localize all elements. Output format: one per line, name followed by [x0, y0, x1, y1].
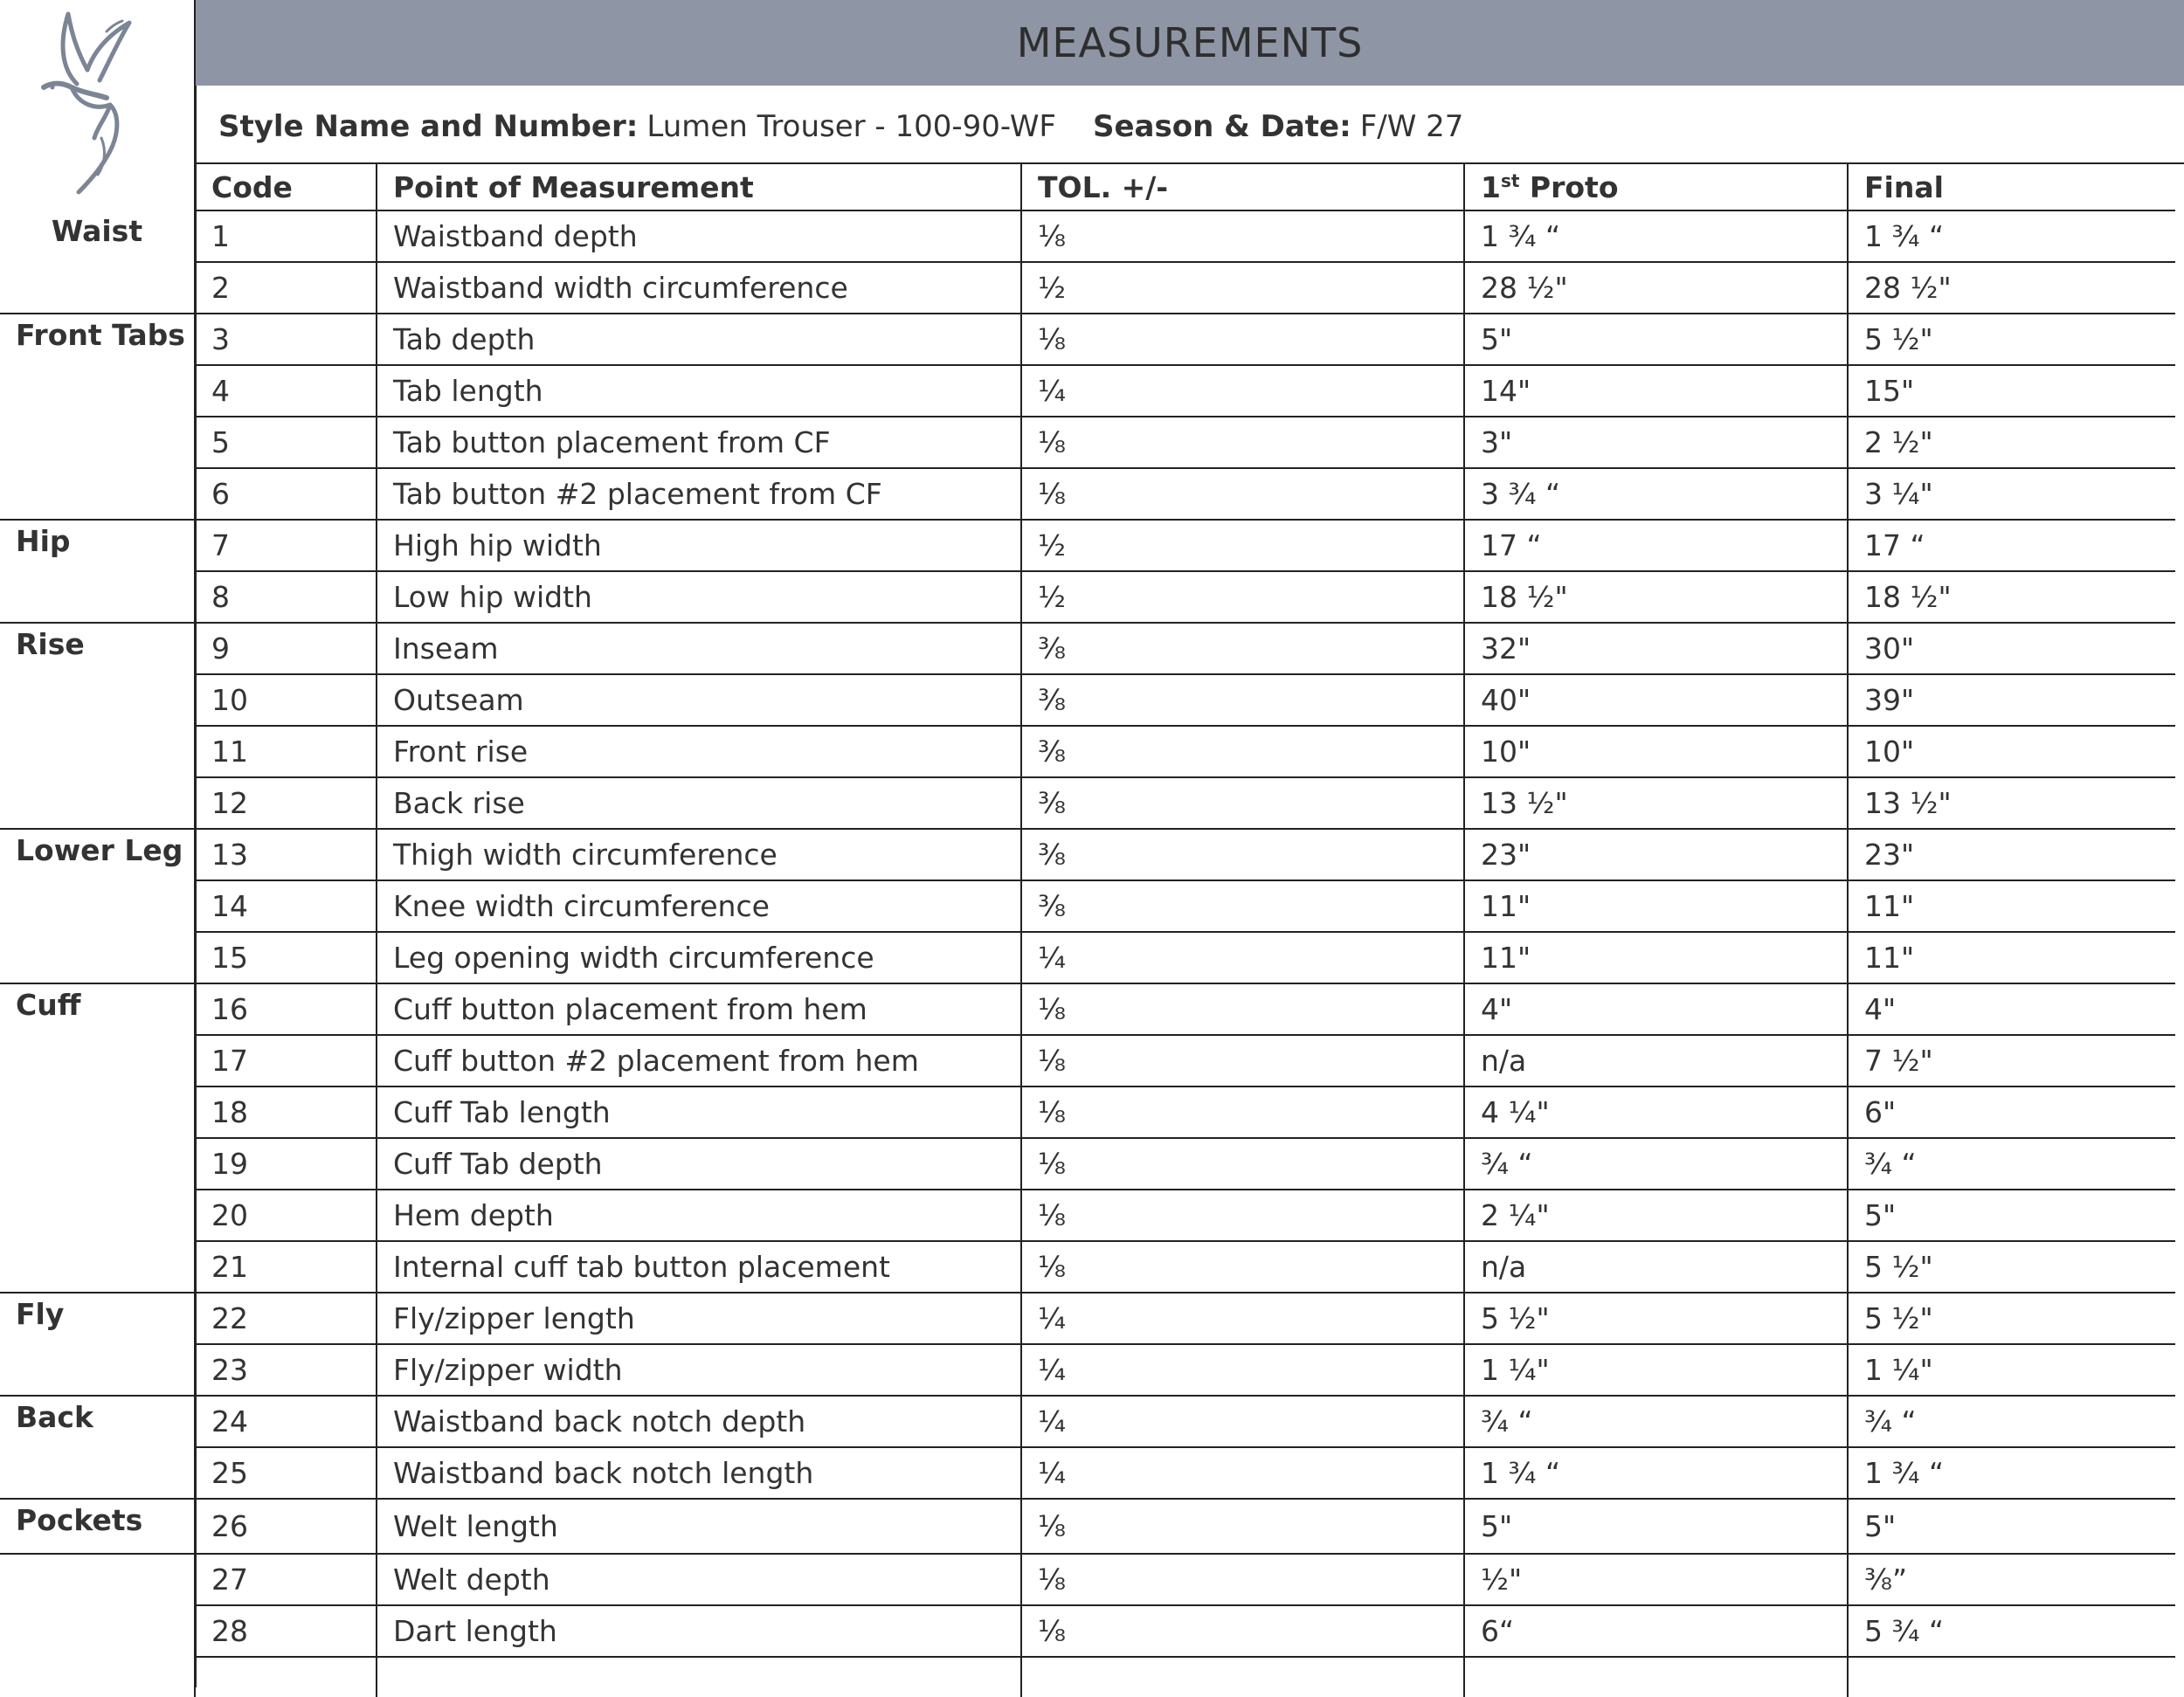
table-header-row	[0, 164, 2175, 210]
table-row	[0, 468, 2175, 520]
final-cell: 6"	[1848, 1086, 2175, 1138]
code-cell: 20	[195, 1190, 377, 1241]
table-row	[0, 880, 2175, 932]
tol-cell: ⅛	[1021, 1499, 1464, 1554]
code-cell: 9	[195, 623, 377, 674]
style-label: Style Name and Number:	[218, 109, 639, 144]
tol-cell: ¼	[1021, 1447, 1464, 1499]
pom-cell: Internal cuff tab button placement	[377, 1241, 1021, 1293]
code-cell: 17	[195, 1035, 377, 1086]
final-cell: 30"	[1848, 623, 2175, 674]
code-cell: 10	[195, 674, 377, 726]
tol-cell: ⅜	[1021, 674, 1464, 726]
code-cell: 1	[195, 210, 377, 262]
table-row	[0, 1138, 2175, 1190]
final-cell: 5"	[1848, 1499, 2175, 1554]
tol-cell: ½	[1021, 520, 1464, 571]
section-label: Hip	[0, 520, 195, 623]
code-cell: 24	[195, 1396, 377, 1447]
proto-cell: 5"	[1464, 1499, 1848, 1554]
proto-cell: 1 ¼"	[1464, 1344, 1848, 1396]
tol-cell: ⅛	[1021, 1138, 1464, 1190]
code-cell: 5	[195, 417, 377, 468]
proto-cell: 3 ¾ “	[1464, 468, 1848, 520]
final-cell: 5 ¾ “	[1848, 1605, 2175, 1657]
code-cell: 21	[195, 1241, 377, 1293]
code-cell: 18	[195, 1086, 377, 1138]
table-row	[0, 1499, 2175, 1554]
tol-cell: ⅛	[1021, 468, 1464, 520]
tol-cell: ⅛	[1021, 1190, 1464, 1241]
section-label: Lower Leg	[0, 829, 195, 983]
proto-cell: n/a	[1464, 1241, 1848, 1293]
proto-cell: n/a	[1464, 1035, 1848, 1086]
pom-cell: Welt length	[377, 1499, 1021, 1554]
empty-row	[0, 1657, 2175, 1697]
section-label: Fly	[0, 1293, 195, 1396]
final-cell: ⅜”	[1848, 1554, 2175, 1605]
tol-cell: ⅛	[1021, 314, 1464, 365]
pom-cell: Front rise	[377, 726, 1021, 777]
proto-cell: 2 ¼"	[1464, 1190, 1848, 1241]
table-row	[0, 1447, 2175, 1499]
empty-cell	[1848, 1657, 2175, 1697]
measurement-table	[0, 164, 2175, 1697]
pom-cell: Outseam	[377, 674, 1021, 726]
final-header: Final	[1848, 164, 2175, 210]
table-row	[0, 1396, 2175, 1447]
final-cell: 17 “	[1848, 520, 2175, 571]
pom-cell: Cuff Tab length	[377, 1086, 1021, 1138]
tol-cell: ½	[1021, 571, 1464, 623]
proto-cell: 32"	[1464, 623, 1848, 674]
table-row	[0, 1035, 2175, 1086]
code-cell: 19	[195, 1138, 377, 1190]
proto-header: 1st Proto	[1464, 164, 1848, 210]
table-row	[0, 1344, 2175, 1396]
final-cell: ¾ “	[1848, 1138, 2175, 1190]
code-cell: 11	[195, 726, 377, 777]
pom-cell: Low hip width	[377, 571, 1021, 623]
table-row	[0, 829, 2175, 880]
tol-header: TOL. +/-	[1021, 164, 1464, 210]
pom-cell: Thigh width circumference	[377, 829, 1021, 880]
tol-cell: ⅛	[1021, 210, 1464, 262]
pom-cell: Leg opening width circumference	[377, 932, 1021, 983]
code-cell: 16	[195, 983, 377, 1035]
pom-cell: Inseam	[377, 623, 1021, 674]
table-row	[0, 365, 2175, 417]
tol-cell: ⅛	[1021, 1086, 1464, 1138]
code-cell: 25	[195, 1447, 377, 1499]
table-row	[0, 726, 2175, 777]
code-cell: 23	[195, 1344, 377, 1396]
empty-cell	[1021, 1657, 1464, 1697]
table-body	[0, 210, 2175, 1697]
tol-cell: ¼	[1021, 1396, 1464, 1447]
proto-cell: ¾ “	[1464, 1396, 1848, 1447]
proto-cell: 14"	[1464, 365, 1848, 417]
code-cell: 2	[195, 262, 377, 314]
pom-cell: Back rise	[377, 777, 1021, 829]
final-cell: 3 ¼"	[1848, 468, 2175, 520]
section-label	[0, 1554, 195, 1657]
final-cell: 13 ½"	[1848, 777, 2175, 829]
final-cell: 10"	[1848, 726, 2175, 777]
pom-cell: Cuff button placement from hem	[377, 983, 1021, 1035]
proto-cell: 4"	[1464, 983, 1848, 1035]
tol-cell: ½	[1021, 262, 1464, 314]
table-row	[0, 1554, 2175, 1605]
pom-cell: Tab length	[377, 365, 1021, 417]
code-cell: 26	[195, 1499, 377, 1554]
final-cell: ¾ “	[1848, 1396, 2175, 1447]
final-cell: 2 ½"	[1848, 417, 2175, 468]
proto-cell: 40"	[1464, 674, 1848, 726]
pom-cell: Hem depth	[377, 1190, 1021, 1241]
tol-cell: ⅜	[1021, 777, 1464, 829]
proto-cell: 23"	[1464, 829, 1848, 880]
code-header: Code	[195, 164, 377, 210]
final-cell: 1 ¾ “	[1848, 210, 2175, 262]
section-label: Waist	[0, 210, 195, 314]
proto-cell: 10"	[1464, 726, 1848, 777]
code-cell: 13	[195, 829, 377, 880]
page-title: MEASUREMENTS	[1016, 19, 1364, 66]
table-row	[0, 314, 2175, 365]
code-cell: 6	[195, 468, 377, 520]
table-row	[0, 932, 2175, 983]
final-cell: 1 ¾ “	[1848, 1447, 2175, 1499]
proto-cell: 1 ¾ “	[1464, 210, 1848, 262]
pom-cell: Fly/zipper width	[377, 1344, 1021, 1396]
empty-cell	[0, 1657, 195, 1697]
section-label: Pockets	[0, 1499, 195, 1554]
proto-cell: 11"	[1464, 880, 1848, 932]
pom-cell: Knee width circumference	[377, 880, 1021, 932]
pom-cell: Waistband width circumference	[377, 262, 1021, 314]
section-label: Front Tabs	[0, 314, 195, 520]
tol-cell: ¼	[1021, 365, 1464, 417]
pom-cell: High hip width	[377, 520, 1021, 571]
code-cell: 27	[195, 1554, 377, 1605]
code-cell: 3	[195, 314, 377, 365]
code-cell: 7	[195, 520, 377, 571]
proto-cell: 13 ½"	[1464, 777, 1848, 829]
code-cell: 14	[195, 880, 377, 932]
pom-cell: Tab button #2 placement from CF	[377, 468, 1021, 520]
pom-cell: Fly/zipper length	[377, 1293, 1021, 1344]
tol-cell: ⅜	[1021, 829, 1464, 880]
pom-cell: Cuff button #2 placement from hem	[377, 1035, 1021, 1086]
table-row	[0, 1190, 2175, 1241]
tol-cell: ⅛	[1021, 1605, 1464, 1657]
pom-cell: Waistband depth	[377, 210, 1021, 262]
pom-cell: Tab button placement from CF	[377, 417, 1021, 468]
empty-cell	[1464, 1657, 1848, 1697]
style-value: Lumen Trouser - 100-90-WF	[646, 109, 1056, 144]
section-label: Back	[0, 1396, 195, 1499]
table-row	[0, 210, 2175, 262]
proto-cell: 28 ½"	[1464, 262, 1848, 314]
section-header-cell	[0, 164, 195, 210]
table-row	[0, 777, 2175, 829]
style-info	[218, 105, 1463, 148]
table-row	[0, 520, 2175, 571]
table-row	[0, 674, 2175, 726]
code-cell: 22	[195, 1293, 377, 1344]
proto-cell: ¾ “	[1464, 1138, 1848, 1190]
proto-cell: 5 ½"	[1464, 1293, 1848, 1344]
table-row	[0, 623, 2175, 674]
proto-cell: 6“	[1464, 1605, 1848, 1657]
tol-cell: ⅛	[1021, 1241, 1464, 1293]
proto-cell: 5"	[1464, 314, 1848, 365]
section-label: Rise	[0, 623, 195, 829]
tol-cell: ⅛	[1021, 983, 1464, 1035]
tol-cell: ¼	[1021, 1293, 1464, 1344]
proto-cell: 4 ¼"	[1464, 1086, 1848, 1138]
pom-header: Point of Measurement	[377, 164, 1021, 210]
final-cell: 39"	[1848, 674, 2175, 726]
final-cell: 1 ¼"	[1848, 1344, 2175, 1396]
tol-cell: ⅛	[1021, 1554, 1464, 1605]
final-cell: 5"	[1848, 1190, 2175, 1241]
pom-cell: Waistband back notch depth	[377, 1396, 1021, 1447]
code-cell: 4	[195, 365, 377, 417]
final-cell: 11"	[1848, 932, 2175, 983]
proto-cell: 17 “	[1464, 520, 1848, 571]
tol-cell: ⅛	[1021, 417, 1464, 468]
proto-cell: 1 ¾ “	[1464, 1447, 1848, 1499]
table-row	[0, 571, 2175, 623]
code-cell: 12	[195, 777, 377, 829]
tol-cell: ⅜	[1021, 880, 1464, 932]
season-value: F/W 27	[1359, 109, 1464, 144]
final-cell: 11"	[1848, 880, 2175, 932]
tol-cell: ¼	[1021, 932, 1464, 983]
table-row	[0, 1605, 2175, 1657]
season-label: Season & Date:	[1093, 109, 1351, 144]
proto-cell: 3"	[1464, 417, 1848, 468]
final-cell: 15"	[1848, 365, 2175, 417]
table-row	[0, 983, 2175, 1035]
code-cell: 8	[195, 571, 377, 623]
tol-cell: ¼	[1021, 1344, 1464, 1396]
section-label: Cuff	[0, 983, 195, 1293]
code-cell: 28	[195, 1605, 377, 1657]
tol-cell: ⅜	[1021, 623, 1464, 674]
pom-cell: Cuff Tab depth	[377, 1138, 1021, 1190]
final-cell: 7 ½"	[1848, 1035, 2175, 1086]
final-cell: 5 ½"	[1848, 1293, 2175, 1344]
tol-cell: ⅛	[1021, 1035, 1464, 1086]
final-cell: 23"	[1848, 829, 2175, 880]
title-band	[196, 0, 2184, 86]
pom-cell: Dart length	[377, 1605, 1021, 1657]
table-row	[0, 1293, 2175, 1344]
final-cell: 28 ½"	[1848, 262, 2175, 314]
table-row	[0, 417, 2175, 468]
final-cell: 5 ½"	[1848, 1241, 2175, 1293]
tol-cell: ⅜	[1021, 726, 1464, 777]
final-cell: 5 ½"	[1848, 314, 2175, 365]
table-row	[0, 262, 2175, 314]
pom-cell: Welt depth	[377, 1554, 1021, 1605]
empty-cell	[377, 1657, 1021, 1697]
proto-cell: ½"	[1464, 1554, 1848, 1605]
proto-cell: 11"	[1464, 932, 1848, 983]
empty-cell	[195, 1657, 377, 1697]
pom-cell: Tab depth	[377, 314, 1021, 365]
code-cell: 15	[195, 932, 377, 983]
pom-cell: Waistband back notch length	[377, 1447, 1021, 1499]
proto-cell: 18 ½"	[1464, 571, 1848, 623]
table-row	[0, 1241, 2175, 1293]
table-row	[0, 1086, 2175, 1138]
final-cell: 18 ½"	[1848, 571, 2175, 623]
final-cell: 4"	[1848, 983, 2175, 1035]
